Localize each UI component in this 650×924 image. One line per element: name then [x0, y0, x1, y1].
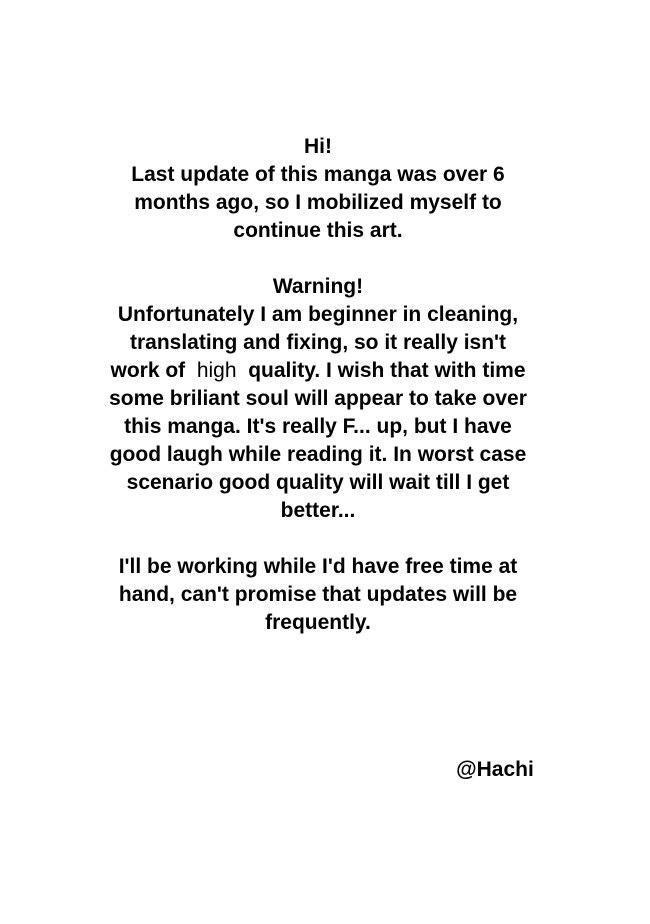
warning-paragraph	[60, 273, 576, 525]
warning-line-5: this manga. It's really F... up, but I have	[124, 415, 512, 438]
greeting-line-3: continue this art.	[233, 219, 403, 242]
warning-line-1: Unfortunately I am beginner in cleaning,	[117, 303, 519, 326]
warning-line-6: good laugh while reading it. In worst case	[109, 443, 527, 466]
warning-line-7: scenario good quality will wait till I get	[126, 471, 510, 494]
working-line-3: frequently.	[265, 611, 371, 634]
greeting-line-2: months ago, so I mobilized myself to	[134, 191, 502, 214]
warning-line-8: better...	[280, 499, 356, 522]
greeting-paragraph	[80, 133, 556, 245]
warning-line-4: some briliant soul will appear to take over	[109, 387, 527, 410]
greeting-line-1: Last update of this manga was over 6	[131, 163, 505, 186]
signature: @Hachi	[456, 758, 534, 781]
warning-high-word: high	[196, 359, 237, 382]
working-line-1: I'll be working while I'd have free time at	[118, 555, 518, 578]
working-line-2: hand, can't promise that updates will be	[118, 583, 518, 606]
greeting-hi: Hi!	[304, 135, 332, 158]
working-paragraph	[60, 553, 576, 637]
warning-line-3	[60, 357, 576, 385]
warning-line-3-pre: work of	[110, 359, 186, 382]
warning-title: Warning!	[272, 275, 364, 298]
warning-line-2: translating and fixing, so it really isn't	[129, 331, 507, 354]
warning-line-3-post: quality. I wish that with time	[248, 359, 526, 382]
